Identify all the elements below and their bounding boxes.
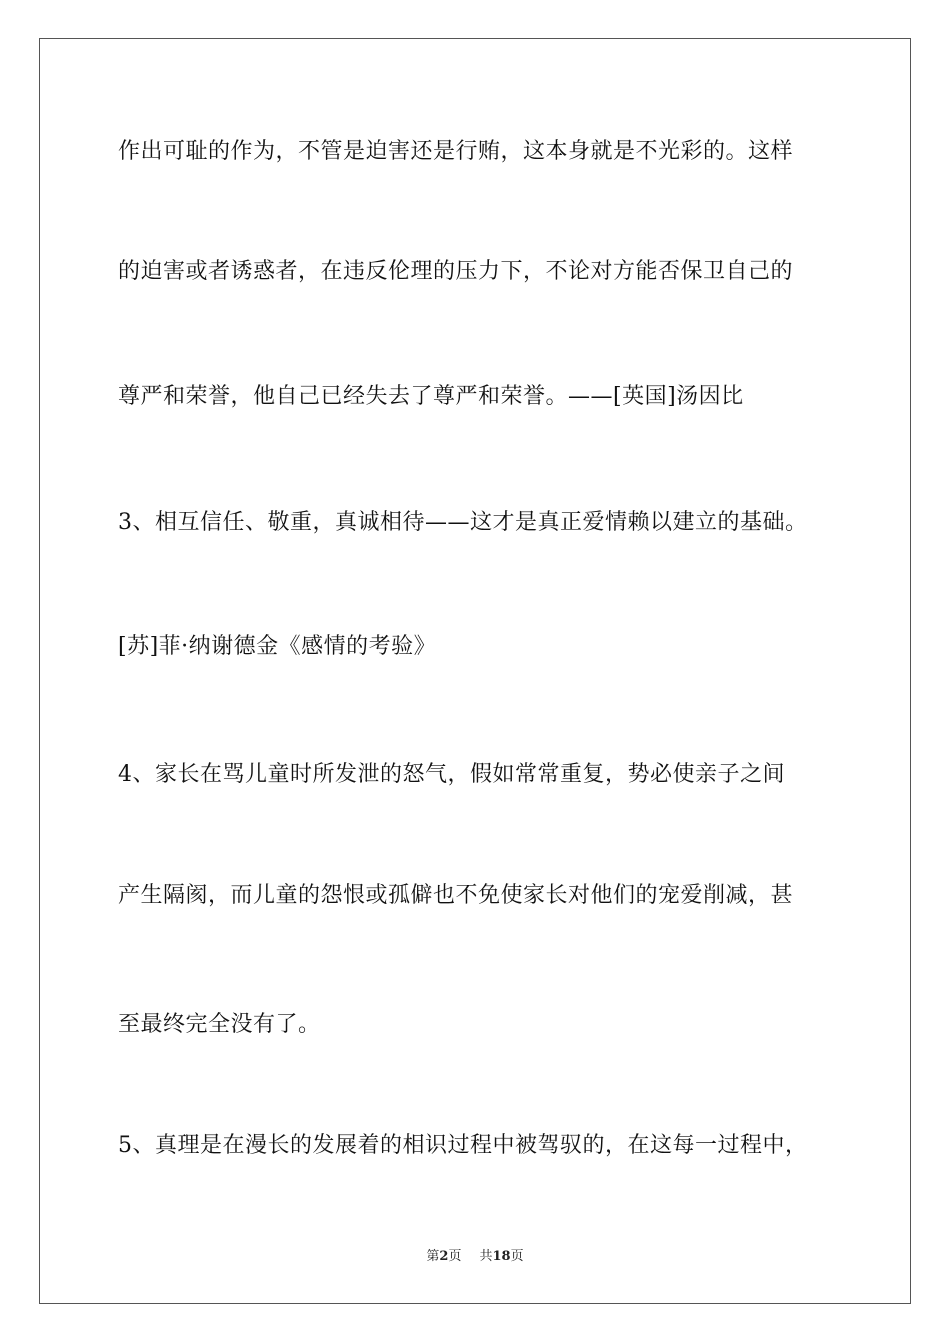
text-line-8: 至最终完全没有了。: [118, 1012, 321, 1037]
page-prefix: 第: [426, 1249, 440, 1264]
text-line-3: 尊严和荣誉，他自己已经失去了尊严和荣誉。——[英国]汤因比: [118, 384, 744, 409]
total-pages: 18: [492, 1249, 511, 1264]
total-prefix: 共: [479, 1249, 493, 1264]
text-line-6: 4、家长在骂儿童时所发泄的怒气，假如常常重复，势必使亲子之间: [118, 762, 785, 787]
text-line-9: 5、真理是在漫长的发展着的相识过程中被驾驭的，在这每一过程中，: [118, 1133, 808, 1158]
text-line-4: 3、相互信任、敬重，真诚相待——这才是真正爱情赖以建立的基础。: [118, 510, 808, 535]
page-number: 2: [439, 1249, 449, 1264]
text-line-7: 产生隔阂，而儿童的怨恨或孤僻也不免使家长对他们的宠爱削减，甚: [118, 883, 794, 908]
page-footer: [0, 1248, 950, 1266]
page-border: [39, 38, 911, 1304]
page-suffix: 页: [448, 1249, 462, 1264]
text-line-1: 作出可耻的作为，不管是迫害还是行贿，这本身就是不光彩的。这样: [118, 139, 794, 164]
text-line-5: [苏]菲·纳谢德金《感情的考验》: [118, 634, 437, 659]
total-suffix: 页: [510, 1249, 524, 1264]
text-line-2: 的迫害或者诱惑者，在违反伦理的压力下，不论对方能否保卫自己的: [118, 259, 794, 284]
